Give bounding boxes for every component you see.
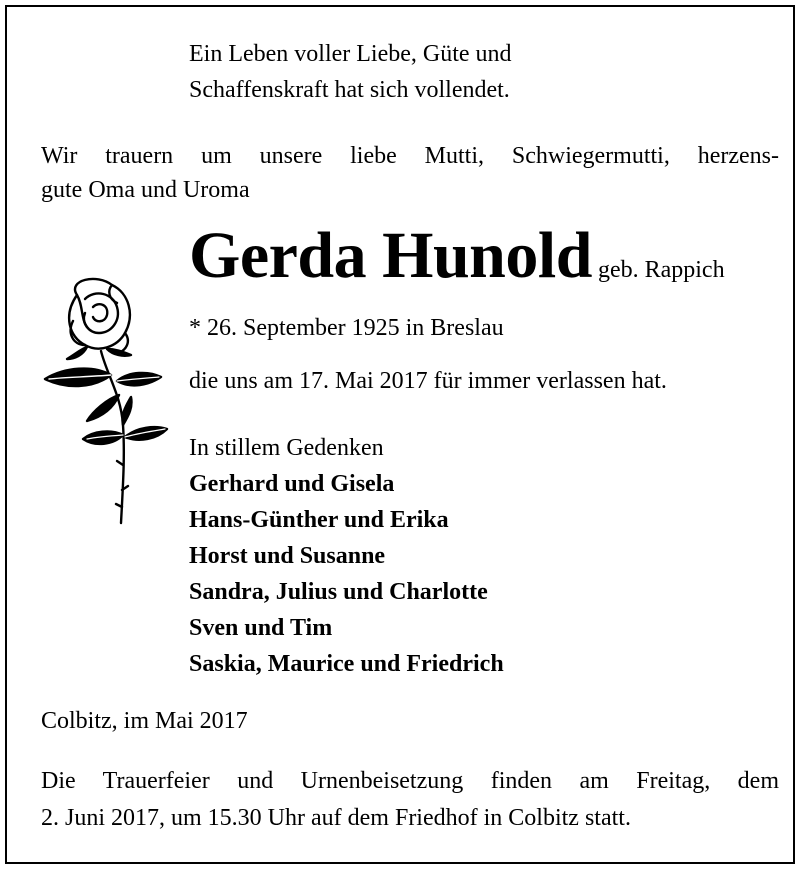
mourner-name: Horst und Susanne [189, 543, 386, 569]
obituary-notice [5, 5, 795, 864]
intro-line-2: gute Oma und Uroma [41, 177, 250, 203]
death-date: die uns am 17. Mai 2017 für immer verlassen hat. [189, 368, 667, 394]
mourner-name: Sven und Tim [189, 615, 333, 641]
motto-line-2: Schaffenskraft hat sich vollendet. [189, 77, 510, 103]
mourners-heading: In stillem Gedenken [189, 435, 384, 461]
mourner-name: Sandra, Julius und Charlotte [189, 579, 488, 605]
funeral-line-1: Die Trauerfeier und Urnenbeisetzung finden am Freitag, dem [41, 768, 779, 794]
funeral-line-2: 2. Juni 2017, um 15.30 Uhr auf dem Friedhof in Colbitz statt. [41, 805, 631, 831]
birth-date: * 26. September 1925 in Breslau [189, 315, 504, 341]
deceased-name-line [189, 216, 725, 296]
birth-name: geb. Rappich [597, 257, 725, 283]
deceased-name: Gerda Hunold [189, 219, 592, 292]
rose-icon [37, 275, 177, 525]
mourner-name: Gerhard und Gisela [189, 471, 395, 497]
place-date: Colbitz, im Mai 2017 [41, 708, 248, 734]
motto-line-1: Ein Leben voller Liebe, Güte und [189, 41, 512, 67]
intro-line-1: Wir trauern um unsere liebe Mutti, Schwiegermutti, herzens- [41, 143, 779, 169]
mourner-name: Saskia, Maurice und Friedrich [189, 651, 504, 677]
mourner-name: Hans-Günther und Erika [189, 507, 449, 533]
